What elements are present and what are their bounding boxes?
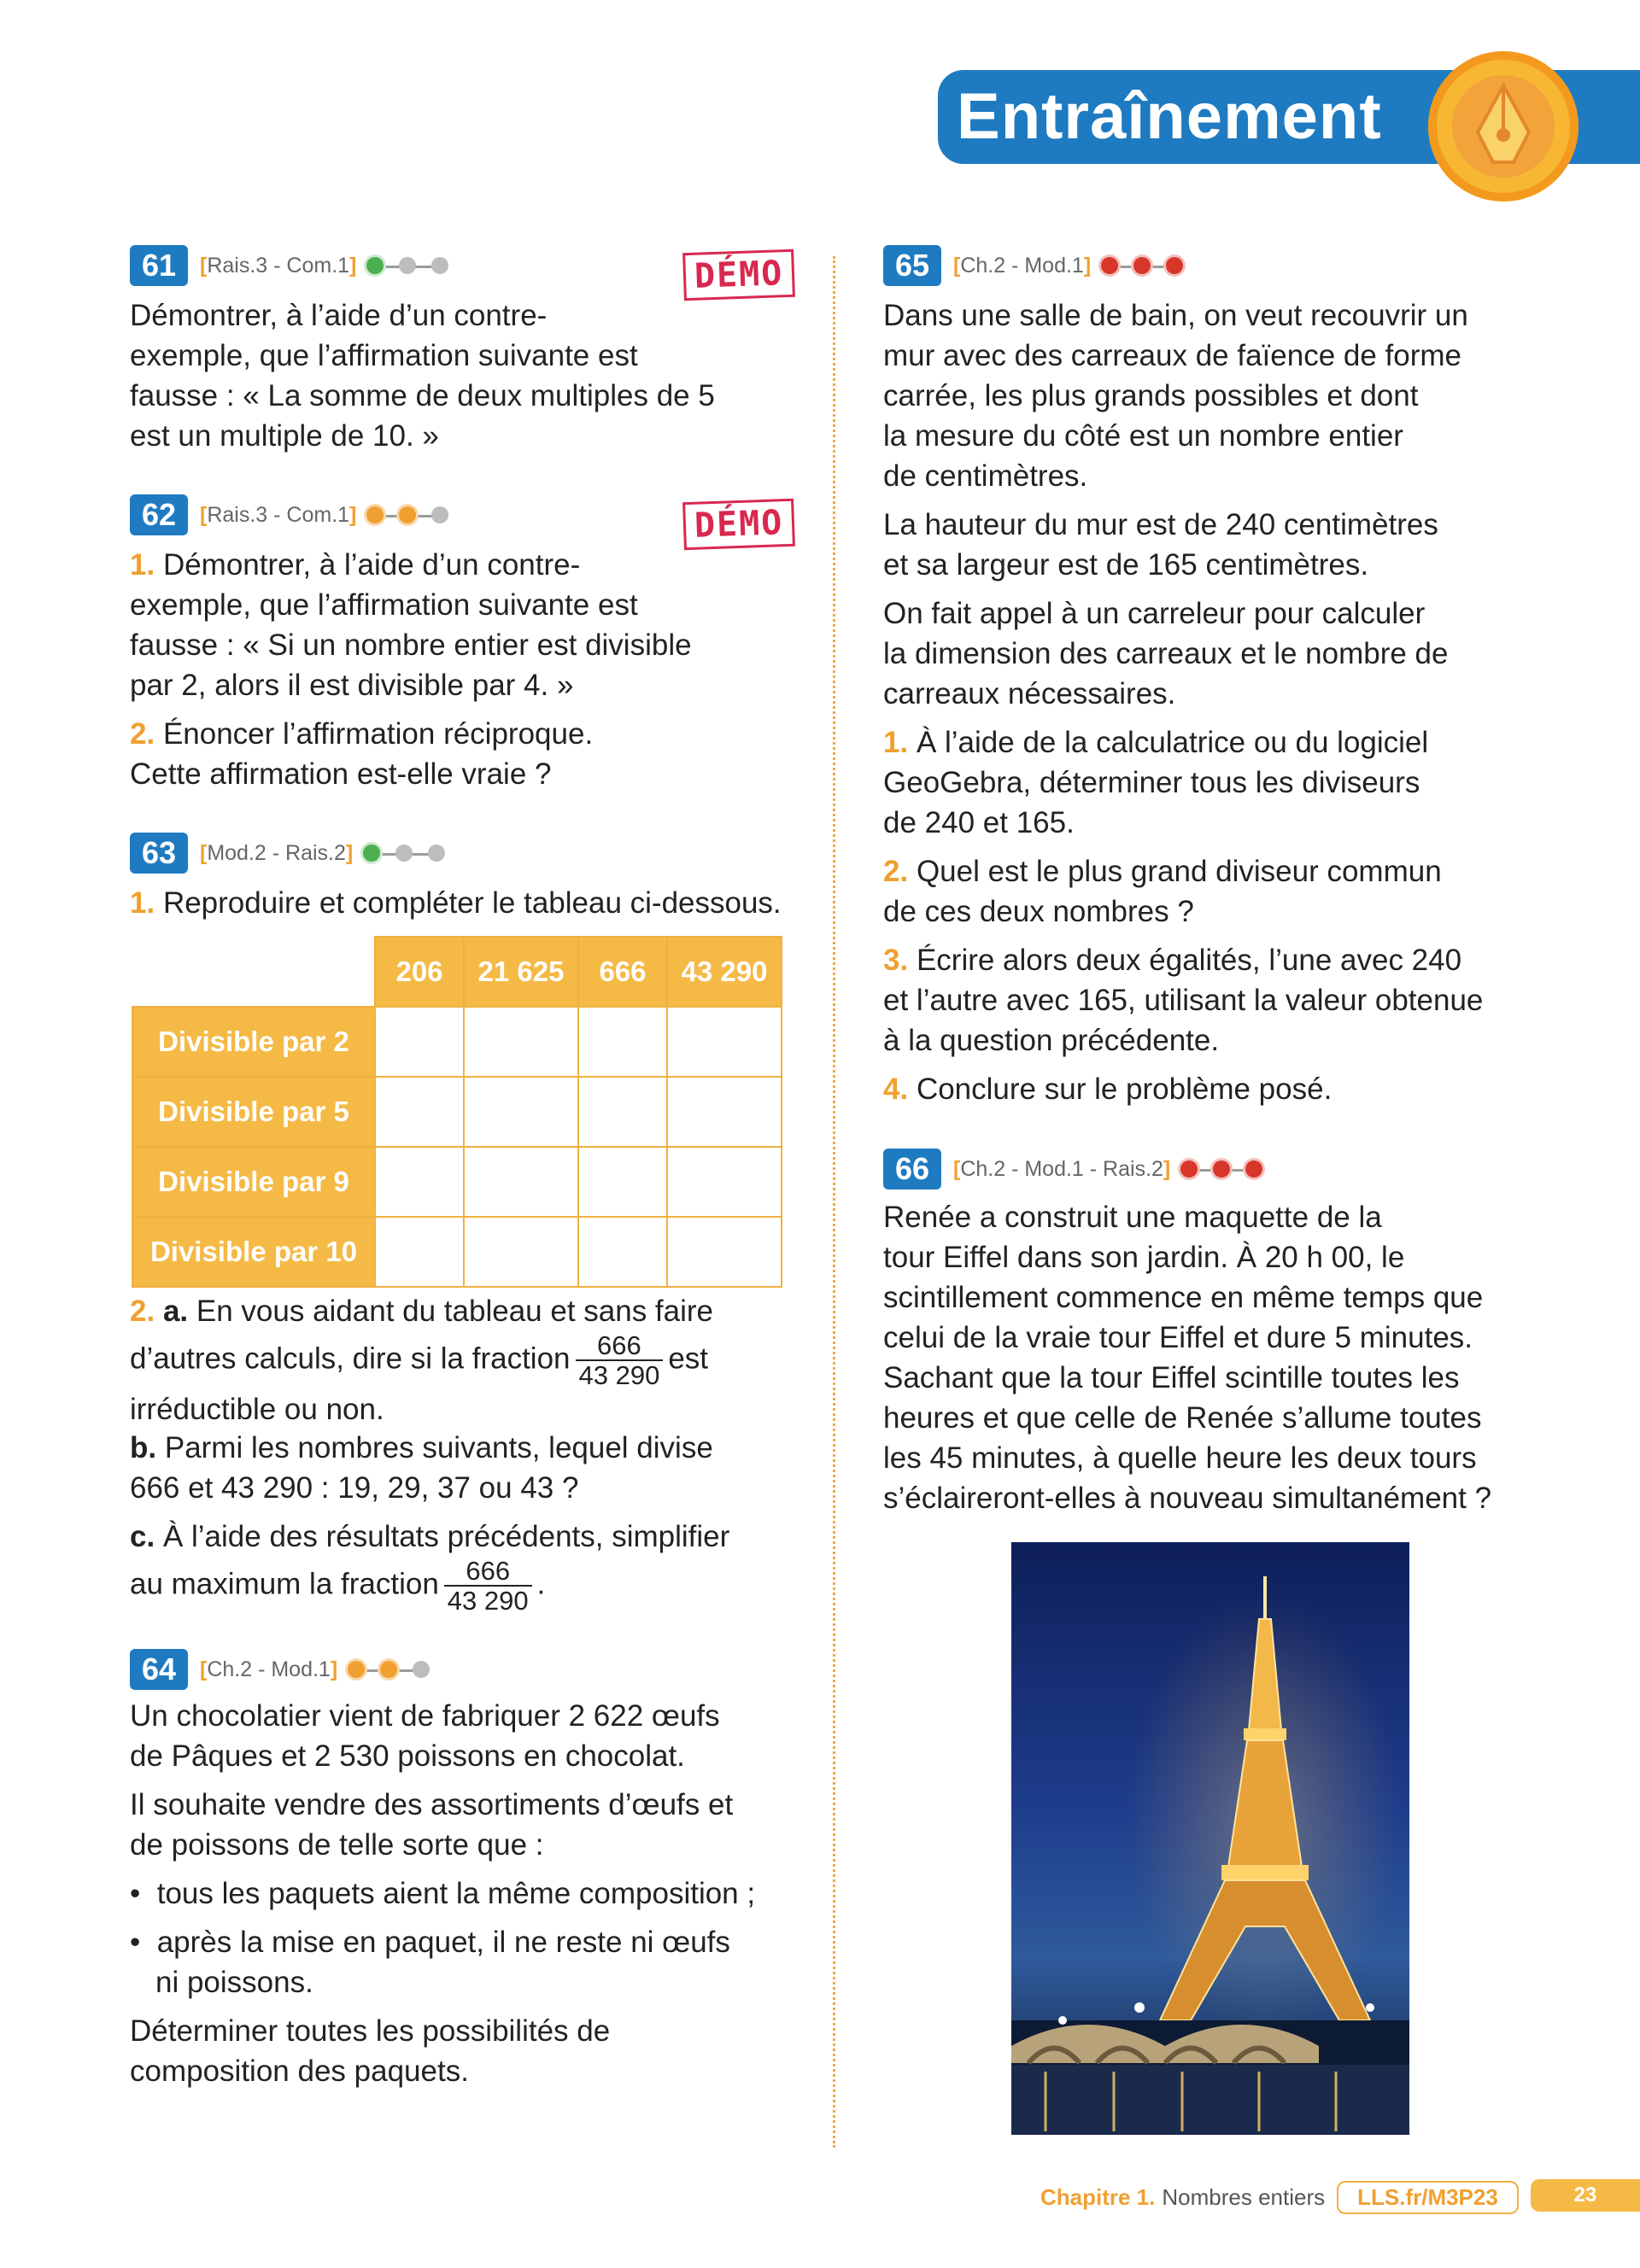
demo-stamp: DÉMO	[682, 249, 795, 301]
skill-tags: [Mod.2 - Rais.2]	[200, 840, 354, 865]
exercise-number: 61	[130, 245, 188, 286]
footer	[1040, 2179, 1519, 2215]
exercise-61-header	[130, 244, 448, 287]
column-divider	[833, 256, 835, 2148]
difficulty-level	[1101, 257, 1183, 274]
skill-tags: [Ch.2 - Mod.1]	[953, 253, 1092, 278]
exercise-62-header	[130, 494, 448, 536]
chapter-label: Chapitre 1.	[1040, 2183, 1156, 2210]
row-header: Divisible par 10	[132, 1217, 375, 1287]
divisibility-table	[132, 936, 782, 1288]
skill-tags: [Ch.2 - Mod.1]	[200, 1657, 338, 1681]
exercise-63-question-2a: 2. a. En vous aidant du tableau et sans faire d’autres calculs, dire si la fraction $\frac{666}{43 290}$ est irréductible ou non.	[130, 1295, 714, 1426]
demo-stamp: DÉMO	[682, 499, 795, 551]
skill-tags: [Rais.3 - Com.1]	[200, 502, 357, 527]
difficulty-level	[366, 257, 448, 274]
exercise-number: 65	[883, 245, 941, 286]
fraction: $\frac{666}{43 290}$	[576, 1331, 664, 1389]
exercise-number: 63	[130, 833, 188, 874]
exercise-63-header	[130, 832, 445, 874]
page-title: Entraînement	[957, 80, 1382, 153]
fraction: $\frac{666}{43 290}$	[444, 1557, 532, 1615]
exercise-65-text: Dans une salle de bain, on veut recouvrir un mur avec des carreaux de faïence de forme carrée, les plus grands possibles et dont la mesure du côté est un nombre entier de centimètres. La hauteur du mur est de 240 centimètres et sa largeur est de 165 centimètres. On fait appel à un carreleur pour calculer la dimension des carreaux et le nombre de carreaux nécessaires. 1. À l’aide de la calculatrice ou du logiciel GeoGebra, déterminer tous les diviseurs de 240 et 165. 2. Quel est le plus grand diviseur commun de ces deux nombres ? 3. Écrire alors deux égalités, l’une avec 240 et l’autre avec 165, utilisant la valeur obtenue à la question précédente. 4. Conclure sur le problème posé.	[883, 299, 1484, 1106]
difficulty-level	[1180, 1160, 1262, 1178]
exercise-number: 62	[130, 494, 188, 535]
column-header: 206	[375, 937, 464, 1007]
exercise-65-header	[883, 244, 1183, 287]
difficulty-level	[363, 845, 445, 862]
row-header: Divisible par 2	[132, 1007, 375, 1077]
exercise-number: 64	[130, 1649, 188, 1690]
exercise-64-text: Un chocolatier vient de fabriquer 2 622 œufs de Pâques et 2 530 poissons en chocolat. Il souhaite vendre des assortiments d’œufs et de poissons de telle sorte que : • tous les paquets aient la même composition ; • après la mise en paquet, il ne reste ni œufs ni poissons. Déterminer toutes les possibilités de composition des paquets.	[130, 1699, 756, 2088]
exercise-63-question-1: 1. Reproduire et compléter le tableau ci-dessous.	[130, 886, 782, 920]
skill-tags: [Rais.3 - Com.1]	[200, 253, 357, 278]
exercise-61-text: Démontrer, à l’aide d’un contre- exemple, que l’affirmation suivante est fausse : « La somme de deux multiples de 5 est un multiple de 10. »	[130, 299, 715, 453]
skill-tags: [Ch.2 - Mod.1 - Rais.2]	[953, 1156, 1171, 1181]
row-header: Divisible par 5	[132, 1077, 375, 1147]
pen-nib-icon	[1428, 51, 1578, 202]
exercise-66-text: Renée a construit une maquette de la tour Eiffel dans son jardin. À 20 h 00, le scintillement commence en même temps que celui de la vraie tour Eiffel et dure 5 minutes. Sachant que la tour Eiffel scintille toutes les heures et que celle de Renée s’allume toutes les 45 minutes, à quelle heure les deux tours s’éclaireront-elles à nouveau simultanément ?	[883, 1201, 1492, 1515]
page-number: 23	[1531, 2179, 1640, 2212]
eiffel-tower-photo	[1011, 1542, 1409, 2135]
difficulty-level	[348, 1661, 430, 1678]
row-header: Divisible par 9	[132, 1147, 375, 1217]
difficulty-level	[366, 506, 448, 523]
exercise-62-question-2: 2. Énoncer l’affirmation réciproque. Cette affirmation est-elle vraie ?	[130, 717, 594, 791]
exercise-number: 66	[883, 1149, 941, 1190]
chapter-title: Nombres entiers	[1162, 2183, 1326, 2210]
column-header: 43 290	[667, 937, 782, 1007]
exercise-64-header	[130, 1648, 430, 1691]
column-header: 21 625	[464, 937, 578, 1007]
resource-link[interactable]: LLS.fr/M3P23	[1337, 2181, 1519, 2214]
exercise-63-question-2b: b. Parmi les nombres suivants, lequel divise 666 et 43 290 : 19, 29, 37 ou 43 ?	[130, 1431, 713, 1505]
column-header: 666	[578, 937, 667, 1007]
exercise-62-question-1: 1. Démontrer, à l’aide d’un contre- exemple, que l’affirmation suivante est fausse : « Si un nombre entier est divisible par 2, alors il est divisible par 4. »	[130, 548, 692, 702]
exercise-63-question-2c: c. À l’aide des résultats précédents, simplifier au maximum la fraction $\frac{666}{43 290}$ .	[130, 1520, 730, 1616]
exercise-66-header	[883, 1148, 1262, 1190]
